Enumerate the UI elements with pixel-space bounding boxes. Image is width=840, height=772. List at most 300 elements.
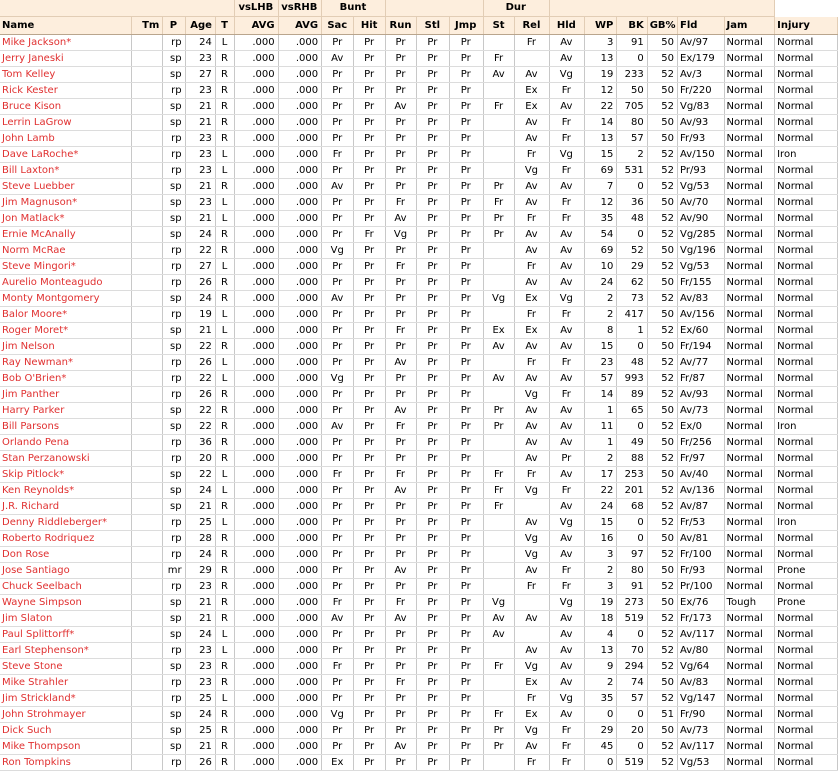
table-cell: Fr bbox=[549, 387, 584, 403]
table-cell: Fr bbox=[549, 307, 584, 323]
table-cell bbox=[483, 755, 514, 771]
table-cell: .000 bbox=[235, 643, 278, 659]
player-name-cell: Don Rose bbox=[0, 547, 131, 563]
table-cell: Pr bbox=[354, 179, 385, 195]
table-row[interactable] bbox=[0, 51, 838, 67]
table-row[interactable] bbox=[0, 371, 838, 387]
table-row[interactable] bbox=[0, 515, 838, 531]
table-cell: Pr bbox=[354, 675, 385, 691]
table-cell: Normal bbox=[724, 35, 775, 51]
table-cell: rp bbox=[163, 435, 185, 451]
table-row[interactable] bbox=[0, 579, 838, 595]
table-row[interactable] bbox=[0, 35, 838, 51]
table-cell: Pr bbox=[417, 67, 449, 83]
table-cell: Normal bbox=[724, 547, 775, 563]
table-cell: Pr bbox=[354, 323, 385, 339]
table-cell: .000 bbox=[278, 515, 321, 531]
table-cell: Pr bbox=[449, 355, 483, 371]
table-cell: Fr bbox=[515, 755, 549, 771]
table-cell: Pr bbox=[385, 179, 416, 195]
table-row[interactable] bbox=[0, 339, 838, 355]
table-cell: 531 bbox=[617, 163, 647, 179]
table-cell: 29 bbox=[617, 259, 647, 275]
table-cell: 52 bbox=[647, 611, 677, 627]
column-header-wp[interactable]: WP bbox=[585, 17, 617, 35]
table-cell: Pr bbox=[449, 419, 483, 435]
table-cell: Normal bbox=[775, 707, 838, 723]
table-cell: 27 bbox=[185, 67, 215, 83]
table-cell: Normal bbox=[724, 611, 775, 627]
table-cell: Ex bbox=[515, 707, 549, 723]
column-header-gb-pct[interactable]: GB% bbox=[647, 17, 677, 35]
table-cell: R bbox=[215, 755, 234, 771]
table-cell: 80 bbox=[617, 563, 647, 579]
table-cell: Normal bbox=[775, 51, 838, 67]
table-cell: 993 bbox=[617, 371, 647, 387]
table-row[interactable] bbox=[0, 179, 838, 195]
table-cell: Pr bbox=[417, 723, 449, 739]
table-cell: Pr bbox=[354, 435, 385, 451]
table-cell: 69 bbox=[585, 243, 617, 259]
table-cell: Normal bbox=[724, 131, 775, 147]
table-row[interactable] bbox=[0, 419, 838, 435]
table-cell bbox=[131, 515, 162, 531]
table-cell: 52 bbox=[647, 547, 677, 563]
table-cell: .000 bbox=[278, 435, 321, 451]
table-cell: Pr bbox=[385, 147, 416, 163]
column-header-avg[interactable]: AVG bbox=[278, 17, 321, 35]
table-cell: Pr bbox=[449, 163, 483, 179]
table-cell bbox=[131, 435, 162, 451]
table-cell: 24 bbox=[585, 499, 617, 515]
table-cell: 253 bbox=[617, 467, 647, 483]
table-cell: Pr bbox=[417, 339, 449, 355]
table-cell: 45 bbox=[585, 739, 617, 755]
table-cell bbox=[131, 563, 162, 579]
table-cell: rp bbox=[163, 355, 185, 371]
table-cell: rp bbox=[163, 675, 185, 691]
table-cell: Pr bbox=[449, 259, 483, 275]
table-cell: Av bbox=[549, 611, 584, 627]
table-cell: Fr bbox=[385, 467, 416, 483]
table-cell: 0 bbox=[617, 739, 647, 755]
header-group-vsrhb: vsRHB bbox=[278, 0, 321, 17]
table-row[interactable] bbox=[0, 659, 838, 675]
table-cell: 17 bbox=[585, 467, 617, 483]
table-cell: Pr bbox=[354, 275, 385, 291]
table-cell: Pr bbox=[417, 467, 449, 483]
table-cell: 21 bbox=[185, 211, 215, 227]
table-cell: Normal bbox=[724, 451, 775, 467]
table-cell bbox=[131, 499, 162, 515]
table-cell bbox=[131, 115, 162, 131]
table-cell bbox=[131, 579, 162, 595]
table-cell: R bbox=[215, 131, 234, 147]
table-cell bbox=[483, 435, 514, 451]
table-cell: Fr/173 bbox=[678, 611, 725, 627]
table-cell: 26 bbox=[185, 355, 215, 371]
table-cell: Av bbox=[549, 179, 584, 195]
table-row[interactable] bbox=[0, 291, 838, 307]
player-name-cell: Jon Matlack* bbox=[0, 211, 131, 227]
table-cell bbox=[131, 627, 162, 643]
player-name-cell: Chuck Seelbach bbox=[0, 579, 131, 595]
table-cell: 2 bbox=[585, 675, 617, 691]
table-cell: 0 bbox=[617, 515, 647, 531]
player-name-cell: Jim Magnuson* bbox=[0, 195, 131, 211]
table-cell: Av bbox=[322, 419, 354, 435]
table-row[interactable] bbox=[0, 259, 838, 275]
table-row[interactable] bbox=[0, 707, 838, 723]
table-row[interactable] bbox=[0, 723, 838, 739]
table-cell: Normal bbox=[724, 355, 775, 371]
column-header-tm[interactable]: Tm bbox=[131, 17, 162, 35]
table-cell: Pr bbox=[385, 723, 416, 739]
table-cell: sp bbox=[163, 323, 185, 339]
header-group-blank-6 bbox=[549, 0, 774, 17]
table-row[interactable] bbox=[0, 563, 838, 579]
table-cell: 24 bbox=[185, 291, 215, 307]
table-cell: .000 bbox=[235, 259, 278, 275]
table-cell: Normal bbox=[775, 163, 838, 179]
table-cell: Fr bbox=[385, 323, 416, 339]
table-cell: .000 bbox=[235, 227, 278, 243]
table-cell: Av bbox=[549, 547, 584, 563]
player-name-cell: Harry Parker bbox=[0, 403, 131, 419]
table-cell: .000 bbox=[278, 99, 321, 115]
column-header-bk[interactable]: BK bbox=[617, 17, 647, 35]
table-cell: Pr bbox=[449, 563, 483, 579]
table-cell: Vg bbox=[549, 691, 584, 707]
table-cell: Normal bbox=[775, 627, 838, 643]
table-cell: Pr bbox=[354, 259, 385, 275]
table-row[interactable] bbox=[0, 595, 838, 611]
table-row[interactable] bbox=[0, 275, 838, 291]
table-cell: Fr bbox=[483, 51, 514, 67]
table-cell: .000 bbox=[235, 691, 278, 707]
table-cell: Pr bbox=[417, 627, 449, 643]
table-cell: Av/136 bbox=[678, 483, 725, 499]
table-cell: Fr bbox=[549, 483, 584, 499]
table-cell: 52 bbox=[647, 755, 677, 771]
table-cell: Av bbox=[549, 643, 584, 659]
table-row[interactable] bbox=[0, 435, 838, 451]
table-row[interactable] bbox=[0, 739, 838, 755]
player-name-cell: Monty Montgomery bbox=[0, 291, 131, 307]
table-cell: L bbox=[215, 323, 234, 339]
table-cell: 91 bbox=[617, 579, 647, 595]
table-cell: Normal bbox=[775, 755, 838, 771]
table-cell: .000 bbox=[278, 563, 321, 579]
table-cell: Normal bbox=[775, 339, 838, 355]
table-cell: Pr bbox=[322, 483, 354, 499]
table-row[interactable] bbox=[0, 451, 838, 467]
table-cell: Pr bbox=[322, 211, 354, 227]
table-cell: Fr/90 bbox=[678, 707, 725, 723]
table-row[interactable] bbox=[0, 755, 838, 771]
table-cell: Normal bbox=[724, 755, 775, 771]
table-cell: 50 bbox=[647, 131, 677, 147]
table-cell: Normal bbox=[724, 387, 775, 403]
table-cell: .000 bbox=[235, 131, 278, 147]
table-cell: Pr bbox=[449, 243, 483, 259]
column-header-age[interactable]: Age bbox=[185, 17, 215, 35]
table-row[interactable] bbox=[0, 227, 838, 243]
table-row[interactable] bbox=[0, 211, 838, 227]
column-header-avg[interactable]: AVG bbox=[235, 17, 278, 35]
table-cell: rp bbox=[163, 307, 185, 323]
table-cell: Pr bbox=[385, 707, 416, 723]
table-cell: Av bbox=[515, 419, 549, 435]
table-cell: .000 bbox=[235, 51, 278, 67]
table-row[interactable] bbox=[0, 131, 838, 147]
table-cell: Pr bbox=[449, 67, 483, 83]
column-header-sac[interactable]: Sac bbox=[322, 17, 354, 35]
table-cell: 50 bbox=[647, 435, 677, 451]
column-header-hit[interactable]: Hit bbox=[354, 17, 385, 35]
table-row[interactable] bbox=[0, 547, 838, 563]
header-group-blank-0 bbox=[0, 0, 235, 17]
table-cell bbox=[483, 579, 514, 595]
table-cell: Normal bbox=[775, 179, 838, 195]
table-cell: Pr bbox=[417, 691, 449, 707]
table-cell: 52 bbox=[647, 579, 677, 595]
table-row[interactable] bbox=[0, 243, 838, 259]
table-cell: 3 bbox=[585, 579, 617, 595]
table-cell: Av bbox=[549, 227, 584, 243]
table-cell: .000 bbox=[235, 755, 278, 771]
table-cell: Normal bbox=[775, 643, 838, 659]
table-cell: 2 bbox=[585, 451, 617, 467]
table-cell: Fr/155 bbox=[678, 275, 725, 291]
column-header-jam[interactable]: Jam bbox=[724, 17, 775, 35]
table-cell: .000 bbox=[235, 467, 278, 483]
table-cell: 0 bbox=[585, 707, 617, 723]
table-cell: Fr/93 bbox=[678, 131, 725, 147]
table-cell: Normal bbox=[724, 515, 775, 531]
table-row[interactable] bbox=[0, 627, 838, 643]
table-cell bbox=[483, 691, 514, 707]
table-cell: Pr bbox=[322, 403, 354, 419]
table-cell: Normal bbox=[775, 451, 838, 467]
table-cell: 294 bbox=[617, 659, 647, 675]
table-cell: 52 bbox=[647, 371, 677, 387]
table-cell: Pr bbox=[449, 643, 483, 659]
table-cell: .000 bbox=[235, 67, 278, 83]
table-cell: Pr bbox=[354, 51, 385, 67]
table-row[interactable] bbox=[0, 467, 838, 483]
table-row[interactable] bbox=[0, 83, 838, 99]
table-cell: 50 bbox=[617, 83, 647, 99]
table-cell: rp bbox=[163, 691, 185, 707]
table-cell: Pr bbox=[449, 195, 483, 211]
table-cell: Normal bbox=[724, 691, 775, 707]
table-cell: Pr bbox=[483, 211, 514, 227]
table-row[interactable] bbox=[0, 643, 838, 659]
table-cell: Av bbox=[385, 403, 416, 419]
table-cell: Av bbox=[549, 403, 584, 419]
table-cell: 52 bbox=[647, 147, 677, 163]
table-cell: Pr bbox=[417, 99, 449, 115]
table-cell: .000 bbox=[235, 115, 278, 131]
table-row[interactable] bbox=[0, 307, 838, 323]
table-cell: Normal bbox=[724, 163, 775, 179]
table-cell: 65 bbox=[617, 403, 647, 419]
table-cell: Normal bbox=[775, 723, 838, 739]
table-row[interactable] bbox=[0, 691, 838, 707]
table-cell: 2 bbox=[585, 307, 617, 323]
column-header-name[interactable]: Name bbox=[0, 17, 131, 35]
column-header-st[interactable]: St bbox=[483, 17, 514, 35]
table-cell: Normal bbox=[724, 707, 775, 723]
table-cell: sp bbox=[163, 227, 185, 243]
table-cell: Av bbox=[385, 355, 416, 371]
table-cell: Av bbox=[515, 131, 549, 147]
table-cell: Ex/179 bbox=[678, 51, 725, 67]
table-cell: .000 bbox=[235, 627, 278, 643]
player-name-cell: Ernie McAnally bbox=[0, 227, 131, 243]
table-row[interactable] bbox=[0, 147, 838, 163]
column-header-jmp[interactable]: Jmp bbox=[449, 17, 483, 35]
table-row[interactable] bbox=[0, 387, 838, 403]
column-header-rel[interactable]: Rel bbox=[515, 17, 549, 35]
table-cell: 28 bbox=[185, 531, 215, 547]
column-header-run[interactable]: Run bbox=[385, 17, 416, 35]
table-cell: Pr/100 bbox=[678, 579, 725, 595]
table-cell bbox=[131, 403, 162, 419]
table-cell: Pr bbox=[449, 483, 483, 499]
table-cell: 13 bbox=[585, 51, 617, 67]
player-name-cell: Wayne Simpson bbox=[0, 595, 131, 611]
table-cell: .000 bbox=[235, 531, 278, 547]
table-cell: Pr bbox=[483, 419, 514, 435]
table-cell: Normal bbox=[775, 483, 838, 499]
table-cell: Av bbox=[515, 435, 549, 451]
table-cell bbox=[131, 739, 162, 755]
table-row[interactable] bbox=[0, 67, 838, 83]
table-row[interactable] bbox=[0, 355, 838, 371]
table-cell: 22 bbox=[185, 339, 215, 355]
table-cell: Pr bbox=[449, 99, 483, 115]
table-cell bbox=[515, 51, 549, 67]
table-cell: Fr bbox=[385, 419, 416, 435]
table-cell: Pr bbox=[322, 531, 354, 547]
table-cell: Normal bbox=[724, 307, 775, 323]
table-cell: Pr bbox=[354, 115, 385, 131]
table-cell: R bbox=[215, 451, 234, 467]
table-cell: Normal bbox=[724, 51, 775, 67]
table-cell: Av bbox=[483, 371, 514, 387]
table-cell: 24 bbox=[185, 547, 215, 563]
table-cell: rp bbox=[163, 755, 185, 771]
table-row[interactable] bbox=[0, 195, 838, 211]
table-row[interactable] bbox=[0, 99, 838, 115]
table-cell: Pr bbox=[449, 627, 483, 643]
table-cell: R bbox=[215, 275, 234, 291]
table-cell: Ex bbox=[515, 323, 549, 339]
player-name-cell: Ray Newman* bbox=[0, 355, 131, 371]
column-header-p[interactable]: P bbox=[163, 17, 185, 35]
player-name-cell: J.R. Richard bbox=[0, 499, 131, 515]
table-cell: Av/93 bbox=[678, 115, 725, 131]
table-row[interactable] bbox=[0, 483, 838, 499]
table-cell: rp bbox=[163, 131, 185, 147]
table-row[interactable] bbox=[0, 163, 838, 179]
table-cell: Normal bbox=[724, 531, 775, 547]
table-cell: .000 bbox=[235, 547, 278, 563]
table-cell: rp bbox=[163, 547, 185, 563]
table-cell bbox=[131, 179, 162, 195]
table-cell: Av/77 bbox=[678, 355, 725, 371]
table-cell: Av bbox=[549, 371, 584, 387]
table-cell: Normal bbox=[724, 499, 775, 515]
table-cell: Pr bbox=[322, 627, 354, 643]
table-cell: Pr bbox=[417, 451, 449, 467]
table-cell: 21 bbox=[185, 611, 215, 627]
table-cell: 0 bbox=[617, 627, 647, 643]
table-cell: 52 bbox=[647, 67, 677, 83]
table-cell: Av/150 bbox=[678, 147, 725, 163]
table-cell: Normal bbox=[775, 227, 838, 243]
table-cell: Vg bbox=[483, 291, 514, 307]
table-cell: Vg bbox=[322, 371, 354, 387]
table-row[interactable] bbox=[0, 115, 838, 131]
table-cell: rp bbox=[163, 387, 185, 403]
table-row[interactable] bbox=[0, 611, 838, 627]
table-cell: 52 bbox=[647, 99, 677, 115]
table-row[interactable] bbox=[0, 403, 838, 419]
header-group-vslhb: vsLHB bbox=[235, 0, 278, 17]
table-row[interactable] bbox=[0, 531, 838, 547]
table-cell: 24 bbox=[185, 35, 215, 51]
player-name-cell: Jose Santiago bbox=[0, 563, 131, 579]
table-cell: Av/40 bbox=[678, 467, 725, 483]
table-cell: Av bbox=[515, 611, 549, 627]
table-cell: Fr bbox=[385, 259, 416, 275]
table-cell: Vg bbox=[549, 595, 584, 611]
table-cell: Pr bbox=[385, 131, 416, 147]
table-cell: Pr bbox=[449, 83, 483, 99]
table-row[interactable] bbox=[0, 675, 838, 691]
table-body bbox=[0, 35, 838, 771]
table-cell: .000 bbox=[235, 659, 278, 675]
table-cell: .000 bbox=[235, 163, 278, 179]
column-header-t[interactable]: T bbox=[215, 17, 234, 35]
table-cell: Normal bbox=[724, 371, 775, 387]
table-row[interactable] bbox=[0, 323, 838, 339]
column-header-hld[interactable]: Hld bbox=[549, 17, 584, 35]
table-cell: 0 bbox=[617, 419, 647, 435]
column-header-fld[interactable]: Fld bbox=[678, 17, 725, 35]
table-cell: Ex bbox=[515, 675, 549, 691]
table-cell: Normal bbox=[775, 115, 838, 131]
column-header-stl[interactable]: Stl bbox=[417, 17, 449, 35]
table-cell: rp bbox=[163, 83, 185, 99]
table-cell: Fr bbox=[515, 467, 549, 483]
table-cell: 52 bbox=[647, 515, 677, 531]
table-row[interactable] bbox=[0, 499, 838, 515]
table-cell: Pr bbox=[449, 403, 483, 419]
table-cell: Normal bbox=[775, 67, 838, 83]
table-cell: Av bbox=[483, 611, 514, 627]
table-cell: .000 bbox=[278, 403, 321, 419]
table-cell bbox=[131, 531, 162, 547]
table-cell: 62 bbox=[617, 275, 647, 291]
table-cell: Normal bbox=[775, 259, 838, 275]
table-cell: Pr bbox=[417, 515, 449, 531]
table-cell: 48 bbox=[617, 211, 647, 227]
column-header-injury[interactable]: Injury bbox=[775, 17, 838, 35]
